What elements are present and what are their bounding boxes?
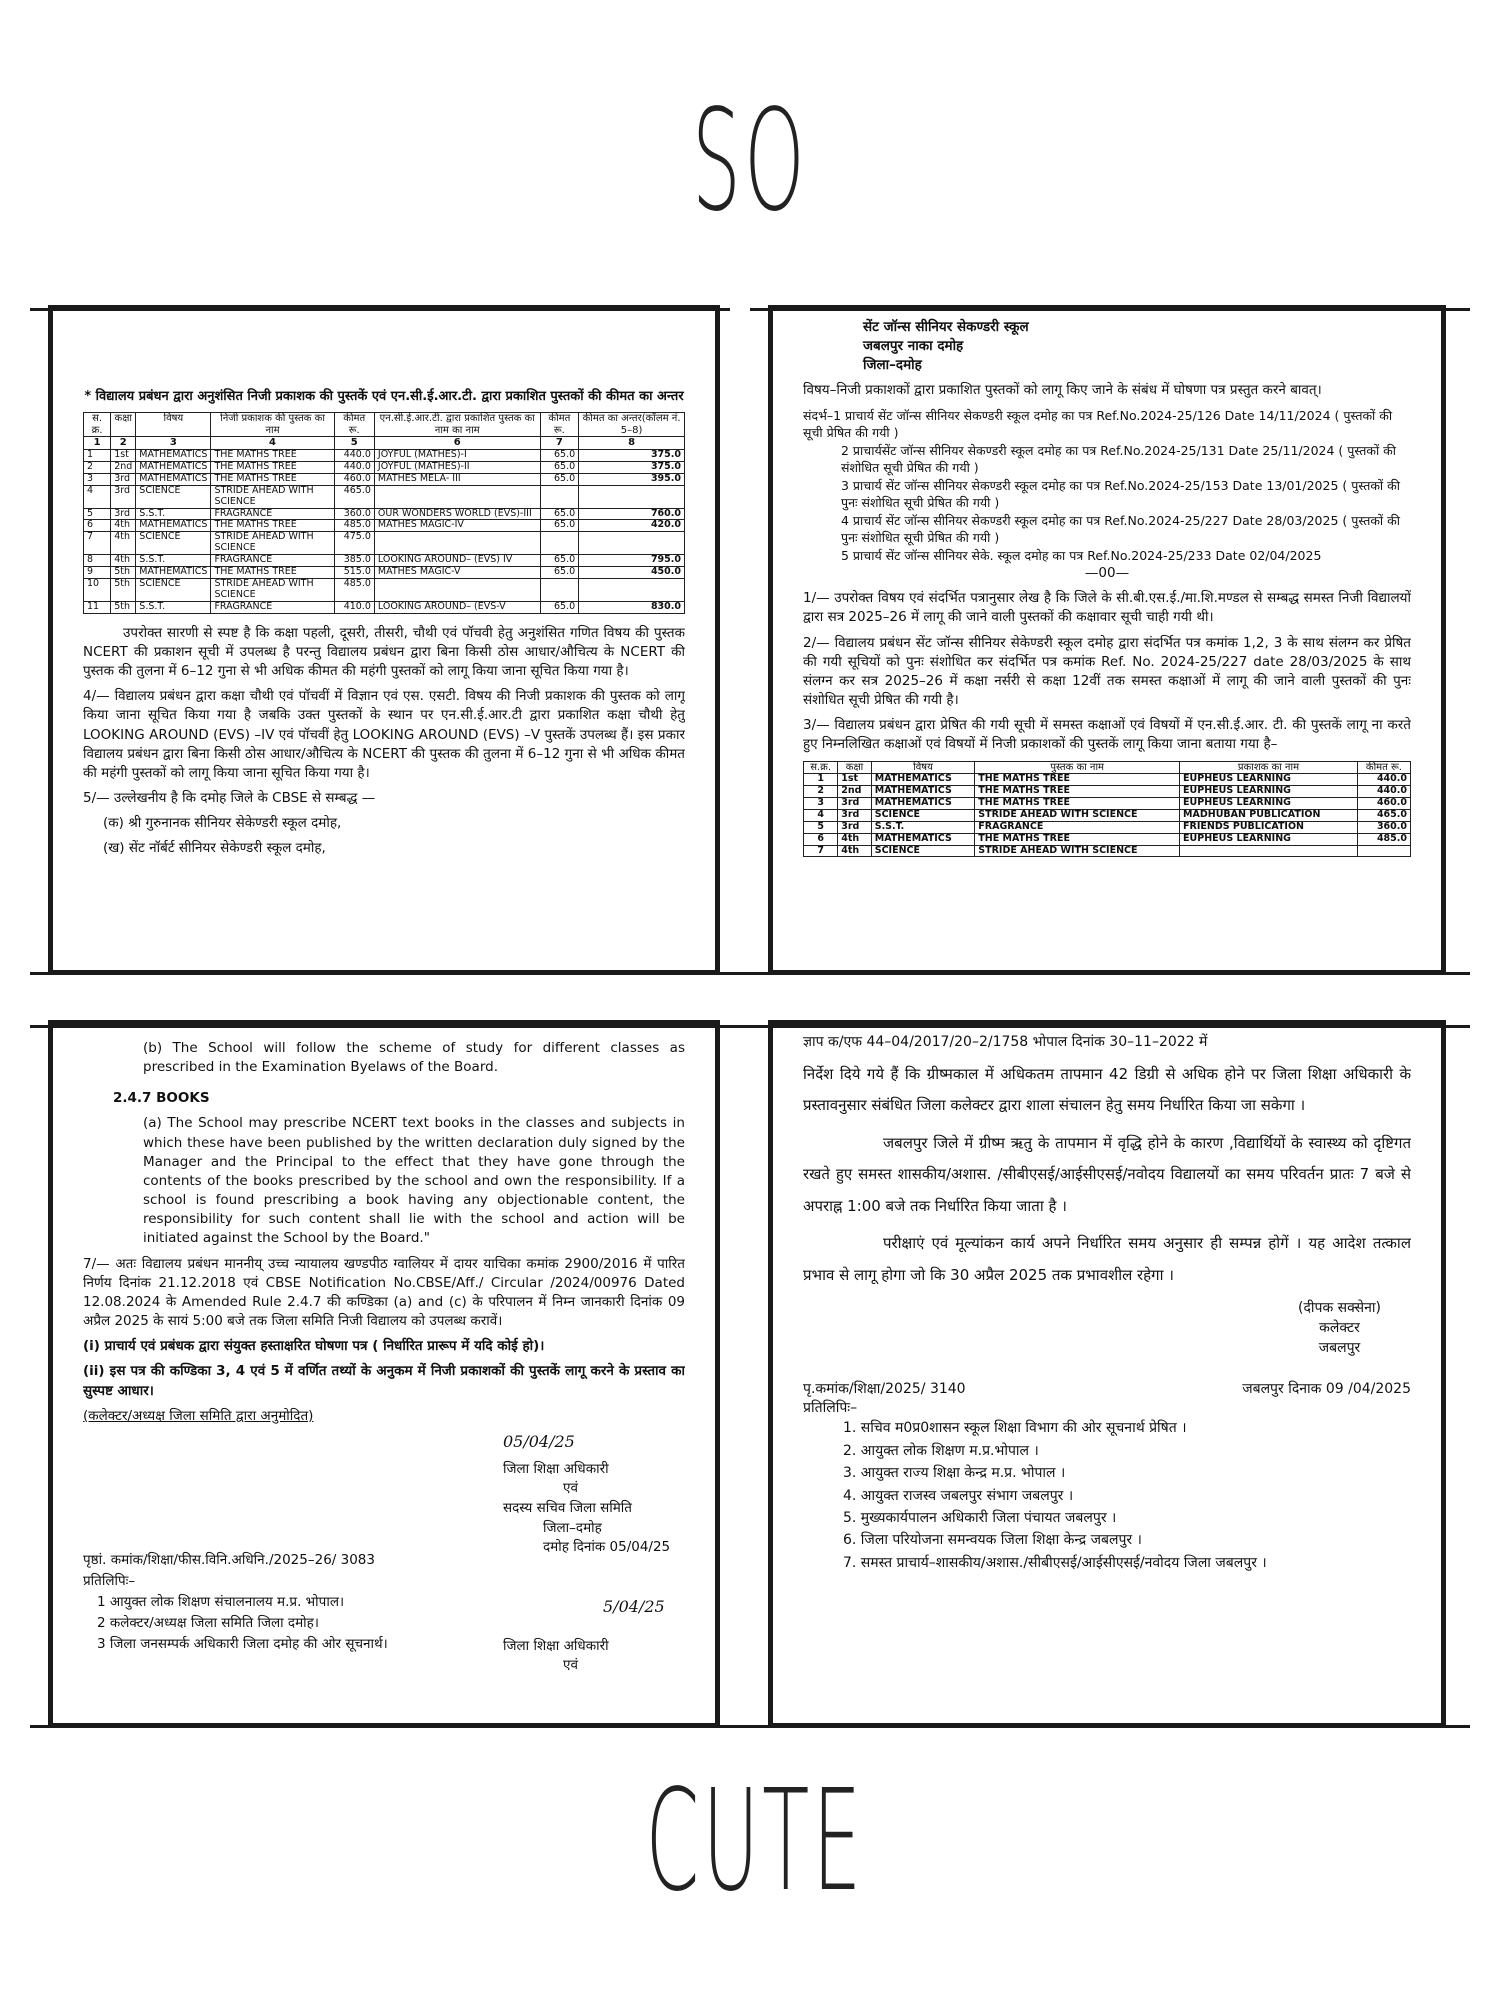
table-cell: MATHEMATICS bbox=[136, 520, 211, 532]
table-cell: MATHES MAGIC-IV bbox=[374, 520, 540, 532]
panel1-item-a: (क) श्री गुरुनानक सीनियर सेकेण्डरी स्कूल दमोह, bbox=[103, 815, 342, 832]
endorsement-number-2: पृ.कमांक/शिक्षा/2025/ 3140 bbox=[803, 1381, 966, 1398]
table-cell bbox=[579, 485, 685, 508]
copy-to-label-2: प्रतिलिपिः– bbox=[803, 1400, 858, 1417]
column-number-cell: 5 bbox=[334, 437, 374, 450]
table-cell: 2 bbox=[804, 785, 838, 797]
table-cell: 5th bbox=[111, 601, 136, 613]
table-cell: THE MATHS TREE bbox=[211, 461, 334, 473]
divider: —00— bbox=[1084, 565, 1130, 582]
table-cell: 1 bbox=[84, 449, 111, 461]
table-cell: SCIENCE bbox=[136, 532, 211, 555]
table-cell: MATHEMATICS bbox=[871, 774, 975, 786]
table-cell: 3rd bbox=[838, 809, 871, 821]
table-cell: 2nd bbox=[111, 461, 136, 473]
table-cell bbox=[374, 485, 540, 508]
table-cell: 2 bbox=[84, 461, 111, 473]
table-cell: MATHEMATICS bbox=[871, 797, 975, 809]
table-cell: 440.0 bbox=[1357, 785, 1410, 797]
copy-item: 5. मुख्यकार्यपालन अधिकारी जिला पंचायत जबलपुर । bbox=[843, 1509, 1117, 1526]
copy-list-2 bbox=[803, 1417, 1411, 1574]
document-panel-2 bbox=[768, 305, 1446, 975]
table-row bbox=[84, 532, 685, 555]
officer-line-3: सदस्य सचिव जिला समिति bbox=[503, 1499, 633, 1516]
frame-stroke bbox=[30, 1025, 1470, 1028]
table-cell: 9 bbox=[84, 567, 111, 579]
table-cell: 760.0 bbox=[579, 508, 685, 520]
table-cell: 375.0 bbox=[579, 461, 685, 473]
table-cell: FRAGRANCE bbox=[211, 555, 334, 567]
table-cell: 6 bbox=[84, 520, 111, 532]
school-district: जिला–दमोह bbox=[863, 357, 922, 374]
item-i: (i) प्राचार्य एवं प्रबंधक द्वारा संयुक्त हस्ताक्षरित घोषणा पत्र ( निर्धारित प्रारूप में यदि कोई हो)। bbox=[83, 1338, 545, 1355]
table-cell: 3rd bbox=[111, 508, 136, 520]
table-cell: MATHEMATICS bbox=[136, 473, 211, 485]
reference-item: 5 प्राचार्य सेंट जॉन्स सीनियर सेके. स्कूल दमोह का पत्र Ref.No.2024-25/233 Date 02/04/2025 bbox=[841, 547, 1322, 563]
reference-list bbox=[803, 407, 1411, 565]
table-cell: 475.0 bbox=[334, 532, 374, 555]
copy-list bbox=[83, 1592, 388, 1655]
endorsement-number: पृष्ठां. कमांक/शिक्षा/फीस.विनि.अधिनि./2025–26/ 3083 bbox=[83, 1551, 375, 1568]
column-number-cell: 4 bbox=[211, 437, 334, 450]
document-panel-3 bbox=[48, 1020, 720, 1728]
table-cell bbox=[540, 579, 579, 602]
document-panel-1 bbox=[48, 305, 720, 975]
table-cell: 5th bbox=[111, 579, 136, 602]
table-header-cell: विषय bbox=[871, 761, 975, 774]
table-row bbox=[804, 809, 1411, 821]
table-cell: 5th bbox=[111, 567, 136, 579]
column-number-cell: 6 bbox=[374, 437, 540, 450]
table-cell: STRIDE AHEAD WITH SCIENCE bbox=[211, 532, 334, 555]
column-number-cell: 3 bbox=[136, 437, 211, 450]
table-cell: SCIENCE bbox=[871, 845, 975, 857]
table-cell: S.S.T. bbox=[136, 508, 211, 520]
table-cell: EUPHEUS LEARNING bbox=[1180, 833, 1358, 845]
table-cell: EUPHEUS LEARNING bbox=[1180, 797, 1358, 809]
table-cell bbox=[540, 485, 579, 508]
table-cell: S.S.T. bbox=[136, 601, 211, 613]
table-cell: 4 bbox=[84, 485, 111, 508]
table-cell: 360.0 bbox=[1357, 821, 1410, 833]
copy-item: 3. आयुक्त राज्य शिक्षा केन्द्र म.प्र. भोपाल । bbox=[843, 1465, 1066, 1482]
panel1-heading: * विद्यालय प्रबंधन द्वारा अनुशंसित निजी प्रकाशक की पुस्तकें एवं एन.सी.ई.आर.टी. द्वारा प्रकाशित पुस्तकों की कीमत का अन्तर bbox=[84, 389, 684, 404]
reference-item: 4 प्राचार्य सेंट जॉन्स सीनियर सेकण्डरी स्कूल दमोह का पत्र Ref.No.2024-25/227 Date 28/03/2025 ( पुस्तकों की पुनः संशोधित सूची प्रेषित की गयी ) bbox=[841, 512, 1400, 546]
table-cell: 385.0 bbox=[334, 555, 374, 567]
table-row bbox=[84, 579, 685, 602]
copy-item: 7. समस्त प्राचार्य–शासकीय/अशास./सीबीएसई/आईसीएसई/नवोदय जिला जबलपुर । bbox=[843, 1554, 1267, 1571]
table-cell: 11 bbox=[84, 601, 111, 613]
table-header-cell: कीमत का अन्तर(कॉलम नं. 5–8) bbox=[579, 413, 685, 437]
table-cell: 3 bbox=[804, 797, 838, 809]
table-cell: 465.0 bbox=[334, 485, 374, 508]
table-cell: 485.0 bbox=[1357, 833, 1410, 845]
table-header-cell: निजी प्रकाशक की पुस्तक का नाम bbox=[211, 413, 334, 437]
table-cell: 3rd bbox=[838, 797, 871, 809]
table-cell bbox=[374, 532, 540, 555]
table-row bbox=[804, 797, 1411, 809]
table-cell: 10 bbox=[84, 579, 111, 602]
table-cell: 65.0 bbox=[540, 473, 579, 485]
school-name: सेंट जॉन्स सीनियर सेकण्डरी स्कूल bbox=[863, 319, 1029, 335]
table-cell: 4th bbox=[838, 833, 871, 845]
copy-item: 2 कलेक्टर/अध्यक्ष जिला समिति जिला दमोह। bbox=[97, 1614, 319, 1631]
table-row bbox=[804, 821, 1411, 833]
table-cell: 3 bbox=[84, 473, 111, 485]
table-row bbox=[84, 449, 685, 461]
table-cell: THE MATHS TREE bbox=[975, 785, 1180, 797]
table-cell: 65.0 bbox=[540, 520, 579, 532]
table-cell: SCIENCE bbox=[136, 579, 211, 602]
table-cell: 440.0 bbox=[1357, 774, 1410, 786]
officer-line-2: एवं bbox=[563, 1480, 578, 1497]
reference-item: संदर्भ–1 प्राचार्य सेंट जॉन्स सीनियर सेकण्डरी स्कूल दमोह का पत्र Ref.No.2024-25/126 Date 14/11/2024 ( पुस्तकों की सूची प्रेषित की गयी ) bbox=[803, 407, 1393, 441]
table-cell: 65.0 bbox=[540, 508, 579, 520]
table-cell: SCIENCE bbox=[871, 809, 975, 821]
officer-line-6: जिला शिक्षा अधिकारी bbox=[503, 1637, 609, 1654]
collector-title: कलेक्टर bbox=[1319, 1319, 1360, 1336]
price-comparison-table bbox=[83, 412, 685, 613]
table-row bbox=[84, 473, 685, 485]
column-number-cell: 1 bbox=[84, 437, 111, 450]
table-cell: JOYFUL (MATHES)-II bbox=[374, 461, 540, 473]
table-header-cell: कीमत रू. bbox=[540, 413, 579, 437]
title-so: SO bbox=[691, 80, 809, 243]
table-cell: S.S.T. bbox=[136, 555, 211, 567]
frame-stroke bbox=[30, 308, 730, 311]
column-number-cell: 2 bbox=[111, 437, 136, 450]
table-cell: 4th bbox=[111, 520, 136, 532]
table-header-cell: कीमत रू. bbox=[334, 413, 374, 437]
table-cell: STRIDE AHEAD WITH SCIENCE bbox=[211, 485, 334, 508]
panel2-para3: 3/— विद्यालय प्रबंधन द्वारा प्रेषित की गयी सूची में समस्त कक्षाओं एवं विषयों में एन.सी.ई.आर. टी. की पुस्तकें लागू ना करते हुए निम्नलिखित कक्षाओं एवं विषयों में निजी प्रकाशकों की पुस्तकें लागू किया जाना बताया गया है– bbox=[803, 717, 1411, 753]
table-header-cell: कीमत रू. bbox=[1357, 761, 1410, 774]
table-row bbox=[84, 461, 685, 473]
table-cell: 65.0 bbox=[540, 449, 579, 461]
table-header-cell: प्रकाशक का नाम bbox=[1180, 761, 1358, 774]
table-header-cell: स.क्र. bbox=[804, 761, 838, 774]
table-cell: 8 bbox=[84, 555, 111, 567]
panel2-para2: 2/— विद्यालय प्रबंधन सेंट जॉन्स सीनियर सेकेण्डरी स्कूल दमोह द्वारा संदर्भित पत्र कमांक 1,2, 3 के साथ संलग्न कर प्रेषित की गयी सूचियों को पुनः संशोधित कर संदर्भित पत्र कमांक Ref. No. 2024-25/227 date 28/03/2025 के साथ संलग्न कर सत्र 2025–26 में कक्षा नर्सरी से कक्षा 12वीं तक समस्त कक्षाओं में लागू की जाने वाली पुस्तकों की पुनः संशोधित सूची प्रेषित की गयी है। bbox=[803, 634, 1411, 709]
reference-item: 3 प्राचार्य सेंट जॉन्स सीनियर सेकण्डरी स्कूल दमोह का पत्र Ref.No.2024-25/153 Date 13/01/2025 ( पुस्तकों की पुनः संशोधित सूची प्रेषित की गयी ) bbox=[841, 477, 1400, 511]
title-cute: CUTE bbox=[645, 1760, 865, 1923]
table-cell: 6 bbox=[804, 833, 838, 845]
table-cell: FRAGRANCE bbox=[975, 821, 1180, 833]
collector-name: (दीपक सक्सेना) bbox=[1297, 1300, 1381, 1317]
table-cell: 420.0 bbox=[579, 520, 685, 532]
private-books-table bbox=[803, 761, 1411, 858]
table-cell: 395.0 bbox=[579, 473, 685, 485]
table-cell: 65.0 bbox=[540, 567, 579, 579]
officer-line-4: जिला–दमोह bbox=[543, 1519, 602, 1536]
panel1-item-b: (ख) सेंट नॉर्बर्ट सीनियर सेकेण्डरी स्कूल दमोह, bbox=[103, 840, 326, 857]
signature-date-2: 5/04/25 bbox=[603, 1596, 665, 1616]
table-cell: 1 bbox=[804, 774, 838, 786]
table-cell: FRAGRANCE bbox=[211, 601, 334, 613]
table-cell: 4 bbox=[804, 809, 838, 821]
table-cell: MATHES MAGIC-V bbox=[374, 567, 540, 579]
table-cell bbox=[579, 532, 685, 555]
table-cell: THE MATHS TREE bbox=[211, 473, 334, 485]
panel1-para1: उपरोक्त सारणी से स्पष्ट है कि कक्षा पहली, दूसरी, तीसरी, चौथी एवं पॉचवी हेतु अनुशंसित गणित विषय की पुस्तक NCERT की प्रकाशन सूची में उपलब्ध है परन्तु विद्यालय प्रबंधन द्वारा बिना किसी ठोस आधार/औचित्य के NCERT की पुस्तक की तुलना में 6–12 गुना से भी अधिक कीमत की महंगी पुस्तकों को लागू किया जाना सूचित किया गया है। bbox=[83, 624, 685, 680]
table-cell: EUPHEUS LEARNING bbox=[1180, 774, 1358, 786]
clause-a: (a) The School may prescribe NCERT text books in the classes and subjects in which these have been published by the written declaration duly signed by the Manager and the Principal to the effect that they have gone through the contents of the books prescribed by the school and own the responsibility. If a school is found prescribing a book having any objectionable content, the responsibility for such content shall lie with the school and action will be initiated against the School by the Board." bbox=[143, 1115, 685, 1247]
table-cell: 460.0 bbox=[1357, 797, 1410, 809]
table-cell: 830.0 bbox=[579, 601, 685, 613]
table-cell: THE MATHS TREE bbox=[211, 567, 334, 579]
frame-stroke bbox=[30, 972, 1470, 975]
table-cell: MATHEMATICS bbox=[136, 461, 211, 473]
officer-line-7: एवं bbox=[563, 1657, 578, 1674]
copy-to-label: प्रतिलिपिः– bbox=[83, 1572, 136, 1589]
table-cell: 2nd bbox=[838, 785, 871, 797]
table-cell: LOOKING AROUND– (EVS-V bbox=[374, 601, 540, 613]
table-cell: 485.0 bbox=[334, 579, 374, 602]
table-cell: 460.0 bbox=[334, 473, 374, 485]
table-cell: THE MATHS TREE bbox=[211, 520, 334, 532]
table-row bbox=[84, 485, 685, 508]
memo-reference: ज्ञाप क/एफ 44–04/2017/20–2/1758 भोपाल दिनांक 30–11–2022 में bbox=[803, 1034, 1208, 1050]
panel1-para5: 5/— उल्लेखनीय है कि दमोह जिले के CBSE से सम्बद्ध — bbox=[83, 790, 376, 807]
table-cell: MATHEMATICS bbox=[136, 567, 211, 579]
table-cell: 65.0 bbox=[540, 555, 579, 567]
panel4-para1: निर्देश दिये गये हैं कि ग्रीष्मकाल में अधिकतम तापमान 42 डिग्री से अधिक होने पर जिला शिक्षा अधिकारी के प्रस्तावनुसार संबंधित जिला कलेक्टर द्वारा शाला संचालन हेतु समय निर्धारित किया जा सकेगा । bbox=[803, 1064, 1411, 1115]
table-cell: 4th bbox=[111, 555, 136, 567]
table-row bbox=[84, 555, 685, 567]
copy-item: 6. जिला परियोजना समन्वयक जिला शिक्षा केन्द्र जबलपुर । bbox=[843, 1532, 1142, 1549]
section-heading: 2.4.7 BOOKS bbox=[113, 1090, 210, 1107]
table-cell: 5 bbox=[84, 508, 111, 520]
endorsement-date: जबलपुर दिनाक 09 /04/2025 bbox=[1242, 1381, 1411, 1398]
table-cell: EUPHEUS LEARNING bbox=[1180, 785, 1358, 797]
table-row bbox=[804, 774, 1411, 786]
frame-stroke bbox=[30, 1725, 1470, 1728]
table-cell: S.S.T. bbox=[871, 821, 975, 833]
table-row bbox=[84, 508, 685, 520]
frame-stroke bbox=[750, 308, 1470, 311]
table-cell: 3rd bbox=[838, 821, 871, 833]
table-cell: OUR WONDERS WORLD (EVS)-III bbox=[374, 508, 540, 520]
table-cell: THE MATHS TREE bbox=[975, 833, 1180, 845]
table-row bbox=[804, 845, 1411, 857]
reference-item: 2 प्राचार्यसेंट जॉन्स सीनियर सेकण्डरी स्कूल दमोह का पत्र Ref.No.2024-25/131 Date 25/11/2024 ( पुस्तकों की संशोधित सूची प्रेषित की गयी ) bbox=[841, 442, 1396, 476]
signature-date-1: 05/04/25 bbox=[503, 1431, 575, 1451]
table-row bbox=[804, 833, 1411, 845]
panel4-para2: जबलपुर जिले में ग्रीष्म ऋतु के तापमान में वृद्धि होने के कारण ,विद्यार्थियों के स्वास्थ्य को दृष्टिगत रखते हुए समस्त शासकीय/अशास. /सीबीएसई/आईसीएसई/नवोदय विद्यालयों का समय परिवर्तन प्रातः 7 बजे से अपराह्न 1:00 बजे तक निर्धारित किया जाता है । bbox=[803, 1133, 1411, 1215]
table-cell: MATHEMATICS bbox=[136, 449, 211, 461]
table-header-cell: स. क्र. bbox=[84, 413, 111, 437]
table-cell: 485.0 bbox=[334, 520, 374, 532]
table-cell: 515.0 bbox=[334, 567, 374, 579]
table-cell: 450.0 bbox=[579, 567, 685, 579]
table-cell bbox=[1357, 845, 1410, 857]
table-cell: 440.0 bbox=[334, 449, 374, 461]
collector-place: जबलपुर bbox=[1318, 1339, 1361, 1356]
table-cell: 3rd bbox=[111, 473, 136, 485]
copy-item: 1. सचिव म0प्र0शासन स्कूल शिक्षा विभाग की ओर सूचनार्थ प्रेषित । bbox=[843, 1420, 1187, 1437]
table-cell: 65.0 bbox=[540, 601, 579, 613]
table-cell: MADHUBAN PUBLICATION bbox=[1180, 809, 1358, 821]
table-cell: THE MATHS TREE bbox=[975, 797, 1180, 809]
panel3-para7: 7/— अतः विद्यालय प्रबंधन माननीय् उच्च न्यायालय खण्डपीठ ग्वालियर में दायर याचिका कमांक 2900/2016 में पारित निर्णय दिनांक 21.12.2018 एवं CBSE Notification No.CBSE/Aff./ Circular /2024/00976 Dated 12.08.2024 के Amended Rule 2.4.7 की कण्डिका (a) and (c) के परिपालन में निम्न जानकारी दिनांक 09 अप्रैल 2025 के सायं 5:00 बजे तक जिला समिति निजी विद्यालय को उपलब्ध करावें। bbox=[83, 1255, 685, 1330]
table-cell: 4th bbox=[111, 532, 136, 555]
copy-item: 2. आयुक्त लोक शिक्षण म.प्र.भोपाल । bbox=[843, 1442, 1039, 1459]
panel1-para4: 4/— विद्यालय प्रबंधन द्वारा कक्षा चौथी एवं पॉचवीं में विज्ञान एवं एस. एसटी. विषय की निजी प्रकाशक की पुस्तक को लागू किया जाना सूचित किया गया है जबकि उक्त पुस्तकों के स्थान पर एन.सी.ई.आर.टी द्वारा प्रकाशित कक्षा चौथी हेतु LOOKING AROUND (EVS) –IV एवं पॉचवीं हेतु LOOKING AROUND (EVS) –V पुस्तकें उपलब्ध हैं। इस प्रकार विद्यालय प्रबंधन द्वारा बिना किसी ठोस आधार/औचित्य के NCERT की पुस्तक की तुलना में 6–12 गुना से भी अधिक कीमत की महंगी पुस्तकों को लागू किया जाना सूचित किया गया है। bbox=[83, 688, 685, 781]
table-cell: LOOKING AROUND– (EVS) IV bbox=[374, 555, 540, 567]
table-cell: THE MATHS TREE bbox=[211, 449, 334, 461]
table-header-cell: विषय bbox=[136, 413, 211, 437]
copy-item: 4. आयुक्त राजस्व जबलपुर संभाग जबलपुर । bbox=[843, 1487, 1074, 1504]
table-row bbox=[84, 567, 685, 579]
panel2-para1: 1/— उपरोक्त विषय एवं संदर्भित पत्रानुसार लेख है कि जिले के सी.बी.एस.ई./मा.शि.मण्डल से सम्बद्ध समस्त निजी विद्यालयों द्वारा सत्र 2025–26 में लागू की जाने वाली पुस्तकों की कक्षावार सूची चाही गयी थी। bbox=[803, 590, 1411, 626]
officer-line-1: जिला शिक्षा अधिकारी bbox=[503, 1460, 609, 1477]
officer-line-5: दमोह दिनांक 05/04/25 bbox=[543, 1539, 671, 1556]
table-cell bbox=[1180, 845, 1358, 857]
table-cell: 795.0 bbox=[579, 555, 685, 567]
copy-item: 3 जिला जनसम्पर्क अधिकारी जिला दमोह की ओर सूचनार्थ। bbox=[97, 1635, 388, 1652]
table-cell: 440.0 bbox=[334, 461, 374, 473]
table-cell: 375.0 bbox=[579, 449, 685, 461]
clause-b: (b) The School will follow the scheme of study for different classes as prescribed in the Examination Byelaws of the Board. bbox=[143, 1040, 685, 1076]
table-cell: MATHEMATICS bbox=[871, 785, 975, 797]
table-cell bbox=[579, 579, 685, 602]
table-cell bbox=[540, 532, 579, 555]
column-number-cell: 8 bbox=[579, 437, 685, 450]
item-ii: (ii) इस पत्र की कण्डिका 3, 4 एवं 5 में वर्णित तथ्यों के अनुकम में निजी प्रकाशकों की पुस्तकें लागू करने के प्रस्ताव का सुस्पष्ट आधार। bbox=[83, 1363, 685, 1399]
table-cell: 3rd bbox=[111, 485, 136, 508]
approval-note: (कलेक्टर/अध्यक्ष जिला समिति द्वारा अनुमोदित) bbox=[83, 1407, 314, 1424]
table-header-cell: पुस्तक का नाम bbox=[975, 761, 1180, 774]
subject-line: विषय–निजी प्रकाशकों द्वारा प्रकाशित पुस्तकों को लागू किए जाने के संबंध में घोषणा पत्र प्रस्तुत करने बावत्। bbox=[803, 382, 1322, 399]
document-panel-4 bbox=[768, 1020, 1446, 1728]
table-row bbox=[84, 601, 685, 613]
panel4-para3: परीक्षाएं एवं मूल्यांकन कार्य अपने निर्धारित समय अनुसार ही सम्पन्न होगें । यह आदेश तत्काल प्रभाव से लागू होगा जो कि 30 अप्रैल 2025 तक प्रभावशील रहेगा । bbox=[803, 1234, 1411, 1284]
table-cell: 65.0 bbox=[540, 461, 579, 473]
table-header-cell: कक्षा bbox=[838, 761, 871, 774]
table-cell: MATHES MELA- III bbox=[374, 473, 540, 485]
table-row bbox=[84, 520, 685, 532]
table-header-cell: कक्षा bbox=[111, 413, 136, 437]
table-cell: FRIENDS PUBLICATION bbox=[1180, 821, 1358, 833]
table-cell: 1st bbox=[838, 774, 871, 786]
table-cell: FRAGRANCE bbox=[211, 508, 334, 520]
school-address: जबलपुर नाका दमोह bbox=[863, 338, 964, 355]
table-row bbox=[804, 785, 1411, 797]
table-header-cell: एन.सी.ई.आर.टी. द्वारा प्रकाशित पुस्तक का नाम का नाम bbox=[374, 413, 540, 437]
table-cell: STRIDE AHEAD WITH SCIENCE bbox=[975, 809, 1180, 821]
table-cell: 410.0 bbox=[334, 601, 374, 613]
table-cell: 4th bbox=[838, 845, 871, 857]
table-cell: STRIDE AHEAD WITH SCIENCE bbox=[211, 579, 334, 602]
copy-item: 1 आयुक्त लोक शिक्षण संचालनालय म.प्र. भोपाल। bbox=[97, 1593, 345, 1610]
table-cell: SCIENCE bbox=[136, 485, 211, 508]
table-cell: MATHEMATICS bbox=[871, 833, 975, 845]
table-cell: 1st bbox=[111, 449, 136, 461]
table-cell: 7 bbox=[804, 845, 838, 857]
table-cell: 360.0 bbox=[334, 508, 374, 520]
table-cell: 5 bbox=[804, 821, 838, 833]
table-cell: JOYFUL (MATHES)-I bbox=[374, 449, 540, 461]
table-cell: 7 bbox=[84, 532, 111, 555]
column-number-cell: 7 bbox=[540, 437, 579, 450]
table-cell: STRIDE AHEAD WITH SCIENCE bbox=[975, 845, 1180, 857]
table-cell bbox=[374, 579, 540, 602]
table-cell: 465.0 bbox=[1357, 809, 1410, 821]
table-cell: THE MATHS TREE bbox=[975, 774, 1180, 786]
